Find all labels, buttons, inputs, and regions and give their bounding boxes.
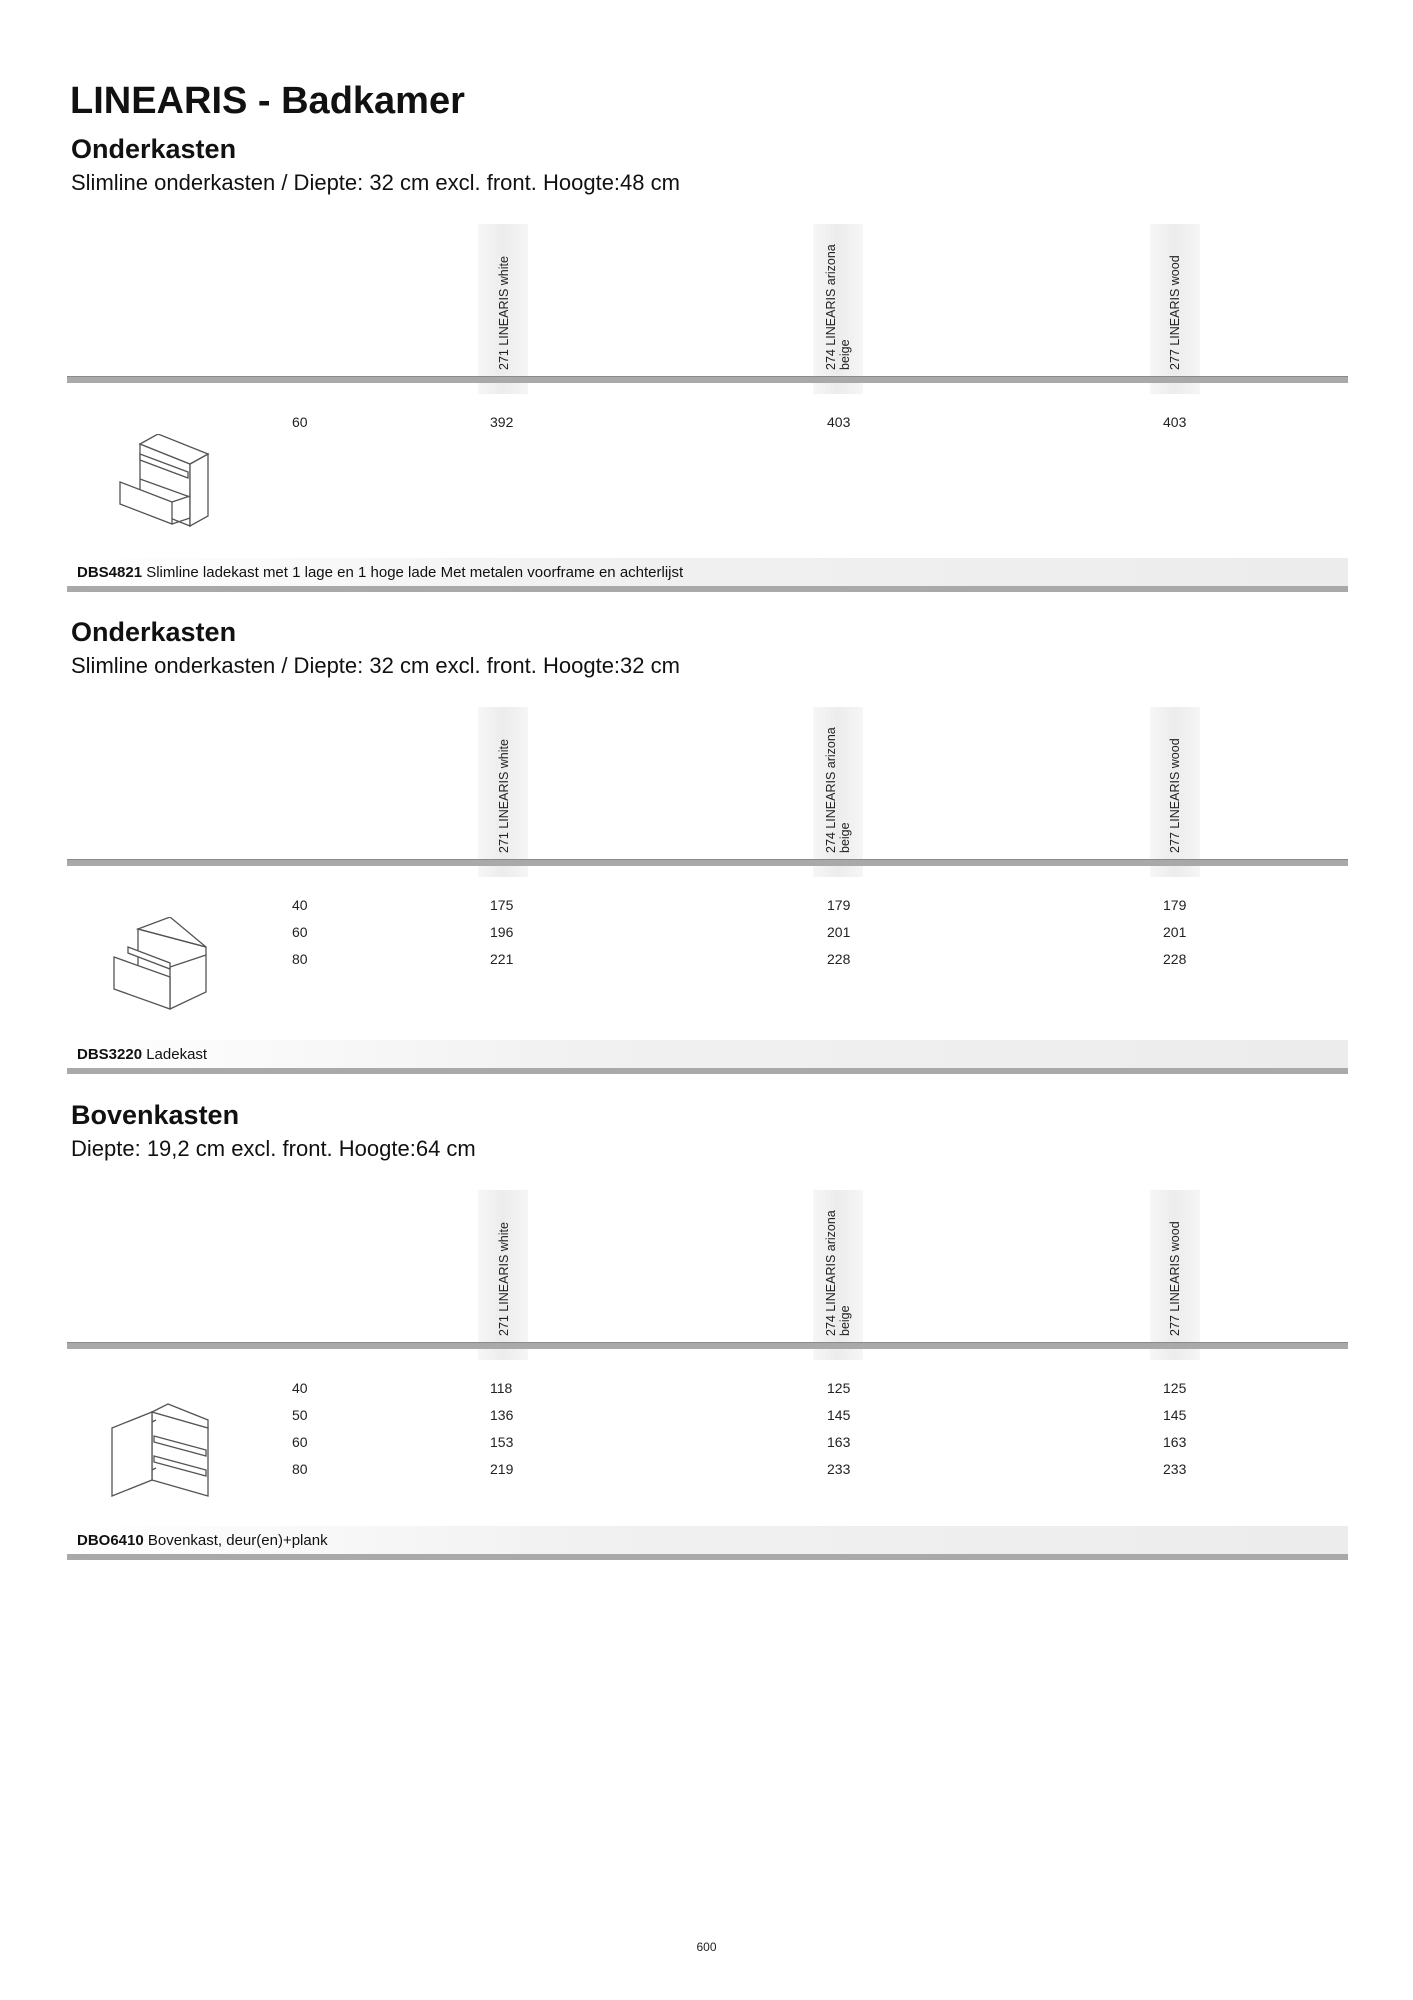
- price-cell-white: 153: [490, 1434, 514, 1450]
- product-footer: [67, 558, 1348, 592]
- price-cell-white: 118: [490, 1380, 513, 1396]
- width-cell: 80: [292, 1461, 308, 1477]
- product-code: DBS3220: [77, 1046, 143, 1063]
- price-cell-arizona-beige: 233: [827, 1461, 851, 1477]
- column-header-arizona-beige: 274 LINEARIS arizona beige: [824, 244, 852, 370]
- price-cell-arizona-beige: 163: [827, 1434, 851, 1450]
- price-cell-white: 219: [490, 1461, 514, 1477]
- price-cell-arizona-beige: 403: [827, 414, 851, 430]
- column-header-arizona-beige: 274 LINEARIS arizona beige: [824, 1210, 852, 1336]
- price-cell-white: 196: [490, 924, 514, 940]
- price-cell-white: 392: [490, 414, 514, 430]
- price-cell-wood: 125: [1163, 1380, 1187, 1396]
- price-cell-arizona-beige: 179: [827, 897, 851, 913]
- price-cell-arizona-beige: 125: [827, 1380, 851, 1396]
- table-header-rule: [67, 1342, 1348, 1349]
- width-cell: 60: [292, 414, 308, 430]
- column-header-arizona-beige: 274 LINEARIS arizona beige: [824, 727, 852, 853]
- product-description: Bovenkast, deur(en)+plank: [147, 1532, 328, 1549]
- width-cell: 40: [292, 897, 308, 913]
- price-cell-white: 221: [490, 951, 514, 967]
- section-bovenkasten: [0, 1100, 1413, 1580]
- column-header-white: 271 LINEARIS white: [497, 1222, 511, 1336]
- product-footer: [67, 1526, 1348, 1560]
- price-cell-wood: 179: [1163, 897, 1187, 913]
- price-cell-wood: 403: [1163, 414, 1187, 430]
- section-title: Onderkasten: [71, 617, 237, 647]
- table-header-rule: [67, 376, 1348, 383]
- section-onderkasten-32: [0, 617, 1413, 1097]
- price-cell-wood: 145: [1163, 1407, 1187, 1423]
- table-header-rule: [67, 859, 1348, 866]
- price-cell-wood: 233: [1163, 1461, 1187, 1477]
- section-subtitle: Slimline onderkasten / Diepte: 32 cm excl. front. Hoogte:32 cm: [71, 653, 680, 678]
- section-subtitle: Slimline onderkasten / Diepte: 32 cm excl. front. Hoogte:48 cm: [71, 170, 680, 195]
- width-cell: 60: [292, 1434, 308, 1450]
- product-description: Ladekast: [146, 1046, 208, 1063]
- column-header-white: 271 LINEARIS white: [497, 256, 511, 370]
- column-header-white: 271 LINEARIS white: [497, 739, 511, 853]
- width-cell: 40: [292, 1380, 308, 1396]
- price-cell-white: 136: [490, 1407, 514, 1423]
- column-header-wood: 277 LINEARIS wood: [1168, 1221, 1182, 1336]
- width-cell: 80: [292, 951, 308, 967]
- wall-cabinet-shelves-icon: [108, 1400, 218, 1500]
- price-cell-arizona-beige: 228: [827, 951, 851, 967]
- column-header-wood: 277 LINEARIS wood: [1168, 738, 1182, 853]
- price-cell-wood: 163: [1163, 1434, 1187, 1450]
- section-title: Bovenkasten: [71, 1100, 240, 1130]
- price-cell-white: 175: [490, 897, 514, 913]
- product-code: DBS4821: [77, 564, 143, 581]
- page-title: LINEARIS - Badkamer: [70, 80, 465, 122]
- width-cell: 50: [292, 1407, 308, 1423]
- column-header-wood: 277 LINEARIS wood: [1168, 255, 1182, 370]
- price-cell-wood: 201: [1163, 924, 1187, 940]
- section-subtitle: Diepte: 19,2 cm excl. front. Hoogte:64 cm: [71, 1136, 476, 1161]
- price-cell-arizona-beige: 145: [827, 1407, 851, 1423]
- section-title: Onderkasten: [71, 134, 237, 164]
- page-number: 600: [696, 1940, 717, 1954]
- product-code: DBO6410: [77, 1532, 144, 1549]
- section-onderkasten-48: [0, 134, 1413, 614]
- product-description: Slimline ladekast met 1 lage en 1 hoge lade Met metalen voorframe en achterlijst: [146, 564, 684, 581]
- width-cell: 60: [292, 924, 308, 940]
- drawer-cabinet-icon: [108, 917, 218, 1017]
- price-cell-arizona-beige: 201: [827, 924, 851, 940]
- drawer-cabinet-two-drawers-icon: [110, 434, 220, 534]
- product-footer: [67, 1040, 1348, 1074]
- price-cell-wood: 228: [1163, 951, 1187, 967]
